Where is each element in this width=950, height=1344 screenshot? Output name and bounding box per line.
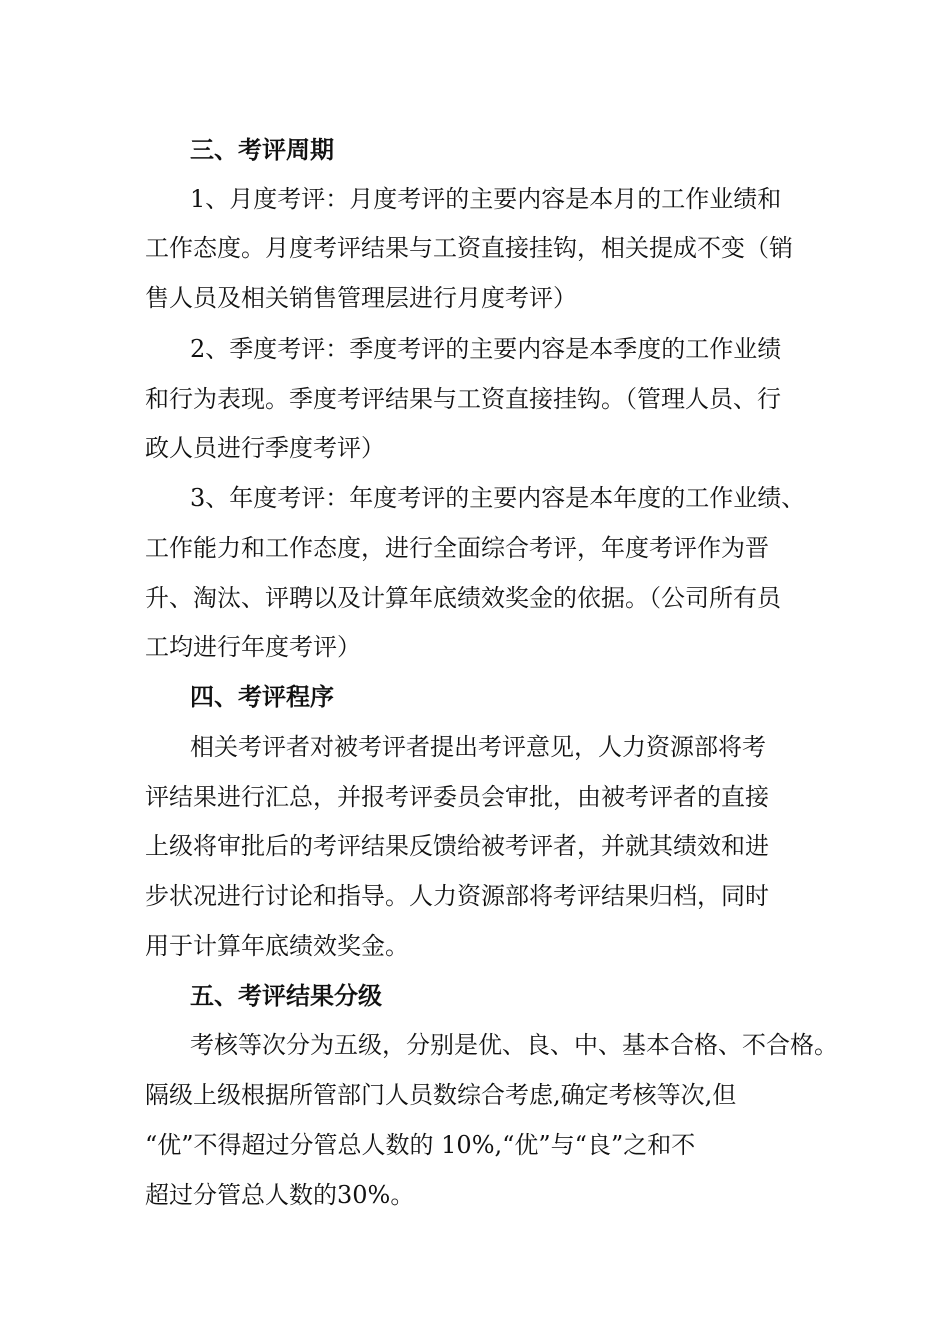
paragraph-line: 相关考评者对被考评者提出考评意见，人力资源部将考 bbox=[190, 733, 766, 761]
paragraph-line: 3、年度考评：年度考评的主要内容是本年度的工作业绩、 bbox=[190, 484, 806, 512]
paragraph-line: 考核等次分为五级，分别是优、良、中、基本合格、不合格。 bbox=[190, 1031, 838, 1059]
paragraph-line: 和行为表现。季度考评结果与工资直接挂钩。（管理人员、行 bbox=[145, 385, 781, 413]
paragraph-line: 售人员及相关销售管理层进行月度考评） bbox=[145, 284, 577, 312]
paragraph-line: 工作能力和工作态度，进行全面综合考评，年度考评作为晋 bbox=[145, 534, 769, 562]
paragraph-line: 政人员进行季度考评） bbox=[145, 434, 385, 462]
paragraph-line: 步状况进行讨论和指导。人力资源部将考评结果归档，同时 bbox=[145, 882, 769, 910]
section-heading: 五、考评结果分级 bbox=[190, 982, 382, 1010]
paragraph-line: 工均进行年度考评） bbox=[145, 633, 361, 661]
paragraph-line: 隔级上级根据所管部门人员数综合考虑,确定考核等次,但 bbox=[145, 1081, 737, 1109]
paragraph-line: 上级将审批后的考评结果反馈给被考评者，并就其绩效和进 bbox=[145, 832, 769, 860]
paragraph-line: 超过分管总人数的30%。 bbox=[145, 1181, 415, 1209]
paragraph-line: 用于计算年底绩效奖金。 bbox=[145, 932, 409, 960]
paragraph-line: 工作态度。月度考评结果与工资直接挂钩，相关提成不变（销 bbox=[145, 234, 793, 262]
section-heading: 四、考评程序 bbox=[190, 683, 334, 711]
paragraph-line: 评结果进行汇总，并报考评委员会审批，由被考评者的直接 bbox=[145, 783, 769, 811]
paragraph-line: 升、淘汰、评聘以及计算年底绩效奖金的依据。（公司所有员 bbox=[145, 584, 781, 612]
paragraph-line: “优”不得超过分管总人数的 10%,“优”与“良”之和不 bbox=[145, 1131, 696, 1159]
section-heading: 三、考评周期 bbox=[190, 136, 334, 164]
paragraph-line: 2、季度考评：季度考评的主要内容是本季度的工作业绩 bbox=[190, 335, 782, 363]
paragraph-line: 1、月度考评：月度考评的主要内容是本月的工作业绩和 bbox=[190, 185, 782, 213]
